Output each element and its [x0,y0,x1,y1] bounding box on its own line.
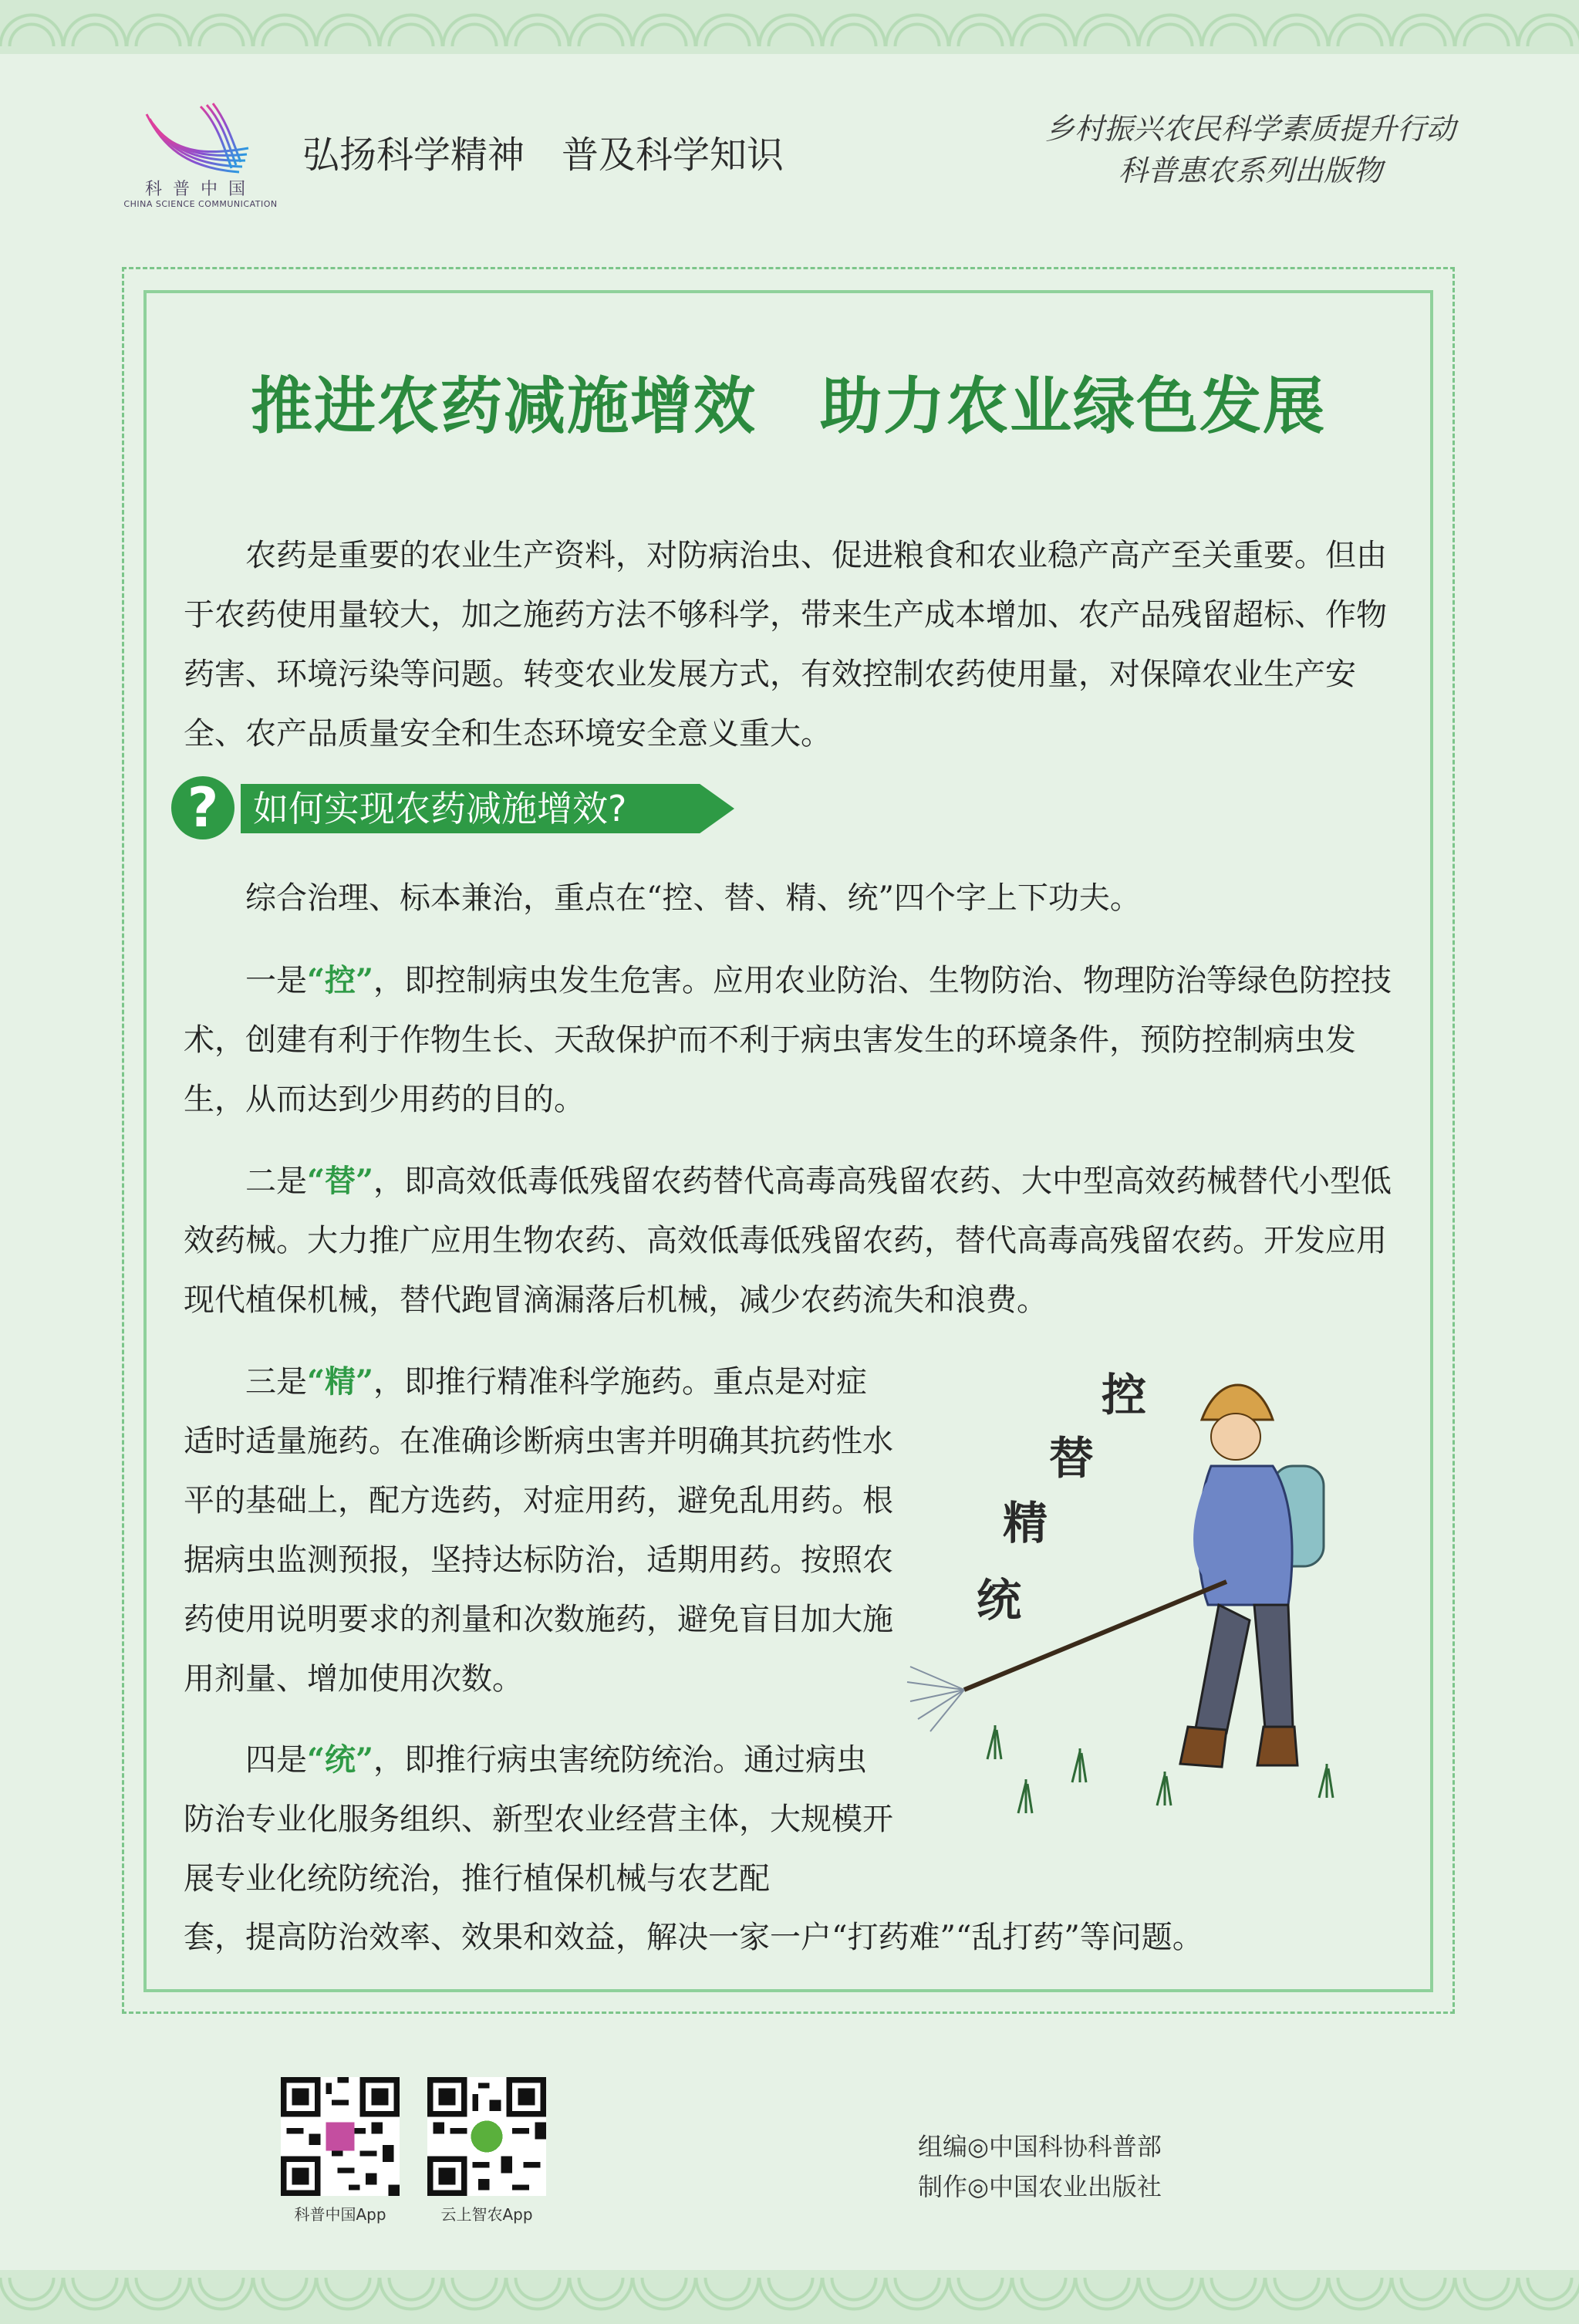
summary-text: 综合治理、标本兼治，重点在“控、替、精、统”四个字上下功夫。 [245,880,1141,916]
farmer-spraying-illustration [903,1350,1396,1821]
point-3-key: “精” [307,1363,374,1400]
point-3-prefix: 三是 [245,1364,307,1400]
point-1-paragraph [184,951,1396,1130]
question-mark-icon: ? [171,776,234,839]
illus-char-kong: 控 [1102,1369,1147,1421]
point-4-paragraph [184,1730,893,1909]
credits [918,2126,1162,2207]
point-3-body: ，即推行精准科学施药。重点是对症适时适量施药。在准确诊断病虫害并明确其抗药性水平的基础上，配方选药，对症用药，避免乱用药。根据病虫监测预报，坚持达标防治，适期用药。按照农药使用说明要求的剂量和次数施药，避免盲目加大施用剂量、增加使用次数。 [184,1364,893,1697]
question-text: 如何实现农药减施增效? [253,788,627,829]
point-4-key: “统” [307,1741,374,1778]
point-2-paragraph [184,1151,1396,1330]
illus-char-tong: 统 [977,1574,1022,1626]
point-3-paragraph [184,1352,893,1709]
point-1-key: “控” [307,962,374,998]
point-4-tail [184,1908,1396,1968]
kepu-app-qr-code[interactable] [281,2077,400,2196]
logo-subtitle: CHINA SCIENCE COMMUNICATION [123,199,278,209]
summary-paragraph [184,869,1396,928]
credit-producer: 制作◎中国农业出版社 [918,2172,1162,2201]
point-4-body: ，即推行病虫害统防统治。通过病虫防治专业化服务组织、新型农业经营主体，大规模开展专业化统防统治，推行植保机械与农艺配 [184,1742,893,1897]
yunshang-app-qr-label: 云上智农App [440,2205,533,2224]
bottom-scallop-border [0,2270,1579,2324]
series-line-2: 科普惠农系列出版物 [1118,154,1382,187]
top-scallop-border [0,0,1579,54]
intro-text: 农药是重要的农业生产资料，对防病治虫、促进粮食和农业稳产高产至关重要。但由于农药使用量较大，加之施药方法不够科学，带来生产成本增加、农产品残留超标、作物药害、环境污染等问题。转变农业发展方式，有效控制农药使用量，对保障农业生产安全、农产品质量安全和生态环境安全意义重大。 [184,538,1387,752]
credit-editor: 组编◎中国科协科普部 [918,2132,1162,2161]
series-title [1045,108,1456,191]
point-4-tail-text: 套，提高防治效率、效果和效益，解决一家一户“打药难”“乱打药”等问题。 [184,1920,1203,1955]
illus-char-ti: 替 [1049,1432,1095,1485]
question-banner [171,776,734,839]
yunshang-app-qr-code[interactable] [427,2077,546,2196]
point-2-prefix: 二是 [245,1164,307,1199]
series-line-1: 乡村振兴农民科学素质提升行动 [1044,112,1456,146]
illus-char-jing: 精 [1003,1497,1048,1549]
kepu-app-qr-label: 科普中国App [294,2205,386,2224]
point-1-prefix: 一是 [245,963,307,998]
intro-paragraph [184,526,1396,764]
point-2-body: ，即高效低毒低残留农药替代高毒高残留农药、大中型高效药械替代小型低效药械。大力推广应用生物农药、高效低毒低残留农药，替代高毒高残留农药。开发应用现代植保机械，替代跑冒滴漏落后机械，减少农药流失和浪费。 [184,1164,1392,1318]
header-slogan: 弘扬科学精神 普及科学知识 [302,133,784,177]
logo-text: 科普中国 [144,180,256,199]
point-2-key: “替” [307,1163,374,1199]
point-1-body: ，即控制病虫发生危害。应用农业防治、生物防治、物理防治等绿色防控技术，创建有利于作物生长、天敌保护而不利于病虫害发生的环境条件，预防控制病虫发生，从而达到少用药的目的。 [184,963,1392,1117]
page-title: 推进农药减施增效 助力农业绿色发展 [251,370,1326,442]
point-4-prefix: 四是 [245,1742,307,1778]
